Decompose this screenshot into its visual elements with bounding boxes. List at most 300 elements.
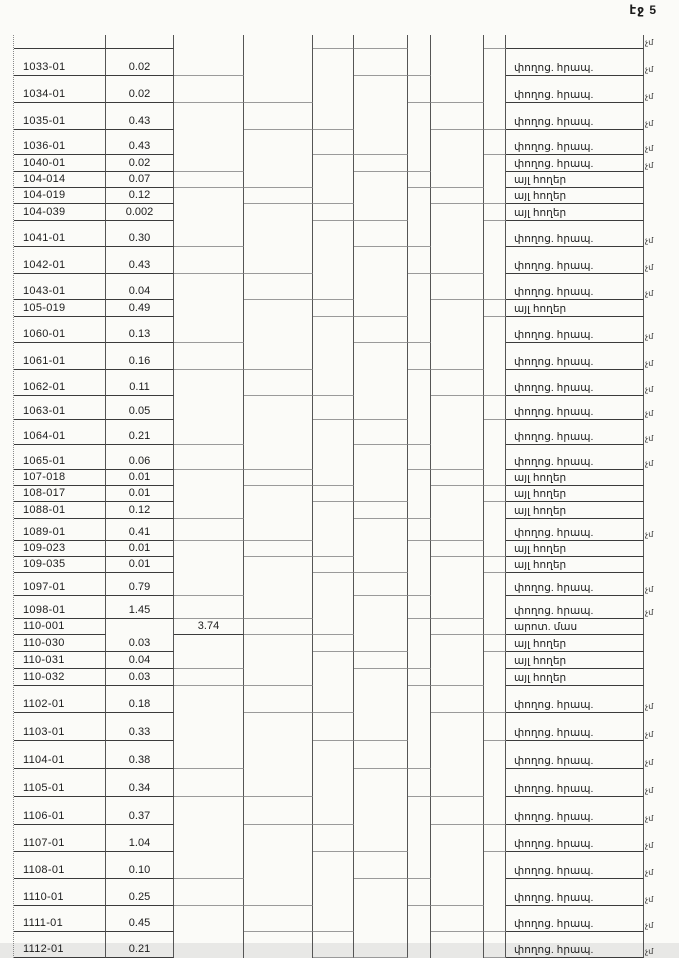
table-row (14, 741, 654, 769)
empty-cell (174, 519, 244, 541)
empty-cell (408, 172, 431, 188)
empty-cell (431, 797, 484, 825)
empty-cell (408, 470, 431, 486)
empty-cell (431, 155, 484, 172)
empty-cell (313, 932, 354, 958)
area-value-cell: 0.03 (106, 635, 174, 652)
empty-cell (313, 686, 354, 713)
empty-cell (354, 519, 408, 541)
empty-cell (313, 188, 354, 204)
empty-cell (174, 906, 244, 932)
empty-cell (431, 906, 484, 932)
empty-cell (484, 825, 506, 852)
empty-cell (484, 343, 506, 370)
empty-cell (354, 502, 408, 519)
empty-cell (313, 300, 354, 317)
empty-cell (313, 852, 354, 879)
empty-cell (174, 769, 244, 797)
empty-cell (408, 573, 431, 596)
empty-cell (174, 557, 244, 573)
table-row (14, 541, 644, 557)
measure-note: չմ (645, 385, 654, 394)
empty-cell (431, 686, 484, 713)
empty-cell (174, 370, 244, 396)
land-use-cell (506, 35, 644, 49)
empty-cell (431, 635, 484, 652)
empty-cell (244, 317, 313, 343)
empty-cell (313, 155, 354, 172)
empty-cell (431, 825, 484, 852)
empty-cell (313, 204, 354, 221)
empty-cell (174, 172, 244, 188)
measure-note: չմ (645, 702, 654, 711)
table-row (14, 188, 644, 204)
measure-note: չմ (645, 459, 654, 468)
empty-cell (313, 130, 354, 155)
land-use-cell: փողոց. հրապ. (506, 519, 644, 541)
parcel-id-cell: 1034-01 (14, 76, 106, 103)
land-use-cell: այլ հողեր (506, 502, 644, 519)
empty-cell (354, 906, 408, 932)
empty-cell (484, 713, 506, 741)
empty-cell (484, 669, 506, 686)
table-row (14, 852, 654, 879)
land-use-cell: փողոց. հրապ. (506, 274, 644, 300)
area-value-cell: 0.43 (106, 103, 174, 130)
empty-cell (313, 573, 354, 596)
empty-cell (174, 188, 244, 204)
land-use-cell: փողոց. հրապ. (506, 769, 644, 797)
area-value-cell: 0.002 (106, 204, 174, 221)
empty-cell (174, 396, 244, 420)
land-use-cell: փողոց. հրապ. (506, 906, 644, 932)
empty-cell (484, 519, 506, 541)
empty-cell (408, 343, 431, 370)
land-use-cell: փողոց. հրապ. (506, 317, 644, 343)
area-value-cell: 0.37 (106, 797, 174, 825)
empty-cell (354, 103, 408, 130)
empty-cell (484, 635, 506, 652)
empty-cell (313, 713, 354, 741)
empty-cell (174, 852, 244, 879)
land-use-cell: այլ հողեր (506, 486, 644, 502)
empty-cell (174, 932, 244, 958)
land-use-cell: փողոց. հրապ. (506, 370, 644, 396)
empty-cell (431, 619, 484, 635)
table-row (14, 103, 654, 130)
empty-cell (484, 76, 506, 103)
empty-cell (354, 35, 408, 49)
empty-cell (408, 274, 431, 300)
empty-cell (354, 370, 408, 396)
empty-cell (354, 686, 408, 713)
empty-cell (244, 130, 313, 155)
empty-cell (174, 300, 244, 317)
empty-cell (354, 713, 408, 741)
land-use-cell: արոտ. մաս (506, 619, 644, 635)
area-value-cell: 0.12 (106, 188, 174, 204)
empty-cell (431, 486, 484, 502)
area-value-cell: 0.02 (106, 155, 174, 172)
measure-note: չմ (645, 38, 654, 47)
area-value-cell: 0.01 (106, 486, 174, 502)
empty-cell (354, 396, 408, 420)
empty-cell (174, 686, 244, 713)
area-value-cell: 0.41 (106, 519, 174, 541)
table-row (14, 635, 644, 652)
measure-note: չմ (645, 161, 654, 170)
measure-note: չմ (645, 530, 654, 539)
parcel-id-cell: 104-014 (14, 172, 106, 188)
empty-cell (354, 221, 408, 247)
empty-cell (484, 130, 506, 155)
empty-cell (354, 204, 408, 221)
table-row (14, 155, 654, 172)
empty-cell (174, 420, 244, 445)
empty-cell (484, 188, 506, 204)
empty-cell (244, 741, 313, 769)
measure-note: չմ (645, 921, 654, 930)
parcel-id-cell: 1035-01 (14, 103, 106, 130)
area-value-cell: 0.02 (106, 76, 174, 103)
empty-cell (354, 130, 408, 155)
empty-cell (484, 852, 506, 879)
parcel-id-cell: 1098-01 (14, 596, 106, 619)
empty-cell (354, 541, 408, 557)
table-row (14, 420, 654, 445)
empty-cell (313, 103, 354, 130)
area-value-cell: 0.11 (106, 370, 174, 396)
empty-cell (174, 797, 244, 825)
empty-cell (244, 396, 313, 420)
empty-cell (408, 635, 431, 652)
area-value-cell: 0.01 (106, 557, 174, 573)
empty-cell (484, 35, 506, 49)
empty-cell (408, 825, 431, 852)
area-value-cell: 3.74 (174, 619, 244, 635)
empty-cell (408, 686, 431, 713)
land-use-cell: այլ հողեր (506, 652, 644, 669)
measure-note: չմ (645, 92, 654, 101)
empty-cell (244, 573, 313, 596)
parcel-id-cell: 1104-01 (14, 741, 106, 769)
empty-cell (313, 519, 354, 541)
empty-cell (244, 557, 313, 573)
empty-cell (174, 879, 244, 906)
empty-cell (313, 906, 354, 932)
empty-cell (244, 797, 313, 825)
empty-cell (313, 669, 354, 686)
empty-cell (174, 486, 244, 502)
empty-cell (244, 188, 313, 204)
land-use-cell: փողոց. հրապ. (506, 103, 644, 130)
empty-cell (484, 596, 506, 619)
table-row (14, 769, 654, 797)
empty-cell (431, 713, 484, 741)
empty-cell (244, 49, 313, 76)
land-use-cell: փողոց. հրապ. (506, 713, 644, 741)
parcel-id-cell (14, 35, 106, 49)
land-use-cell: փողոց. հրապ. (506, 797, 644, 825)
empty-cell (313, 396, 354, 420)
empty-cell (174, 596, 244, 619)
table-row (14, 247, 654, 274)
table-row (14, 596, 654, 619)
empty-cell (244, 879, 313, 906)
land-table (13, 35, 654, 958)
area-value-cell: 0.04 (106, 274, 174, 300)
table-row (14, 370, 654, 396)
measure-note: չմ (645, 263, 654, 272)
parcel-id-cell: 1060-01 (14, 317, 106, 343)
parcel-id-cell: 1040-01 (14, 155, 106, 172)
empty-cell (431, 49, 484, 76)
empty-cell (408, 420, 431, 445)
empty-cell (174, 502, 244, 519)
empty-cell (244, 932, 313, 958)
empty-cell (431, 130, 484, 155)
empty-cell (354, 557, 408, 573)
empty-cell (313, 470, 354, 486)
empty-cell (244, 103, 313, 130)
parcel-id-cell: 1062-01 (14, 370, 106, 396)
land-use-cell: փողոց. հրապ. (506, 596, 644, 619)
empty-cell (484, 274, 506, 300)
empty-cell (313, 541, 354, 557)
empty-cell (174, 343, 244, 370)
parcel-id-cell: 1108-01 (14, 852, 106, 879)
empty-cell (174, 130, 244, 155)
empty-cell (431, 274, 484, 300)
empty-cell (408, 619, 431, 635)
parcel-id-cell: 109-035 (14, 557, 106, 573)
empty-cell (408, 396, 431, 420)
measure-note: չմ (645, 730, 654, 739)
empty-cell (244, 204, 313, 221)
empty-cell (431, 502, 484, 519)
area-value-cell: 1.45 (106, 596, 174, 619)
empty-cell (244, 486, 313, 502)
area-value-cell: 0.10 (106, 852, 174, 879)
empty-cell (244, 635, 313, 652)
empty-cell (408, 317, 431, 343)
table-row (14, 652, 644, 669)
empty-cell (408, 652, 431, 669)
parcel-id-cell: 1103-01 (14, 713, 106, 741)
empty-cell (106, 619, 174, 635)
empty-cell (313, 557, 354, 573)
empty-cell (244, 155, 313, 172)
empty-cell (313, 652, 354, 669)
land-use-cell: այլ հողեր (506, 300, 644, 317)
land-use-cell: փողոց. հրապ. (506, 879, 644, 906)
parcel-id-cell: 1110-01 (14, 879, 106, 906)
empty-cell (484, 652, 506, 669)
land-use-cell: փողոց. հրապ. (506, 343, 644, 370)
empty-cell (354, 769, 408, 797)
parcel-id-cell: 110-030 (14, 635, 106, 652)
empty-cell (431, 76, 484, 103)
empty-cell (354, 172, 408, 188)
land-use-cell: փողոց. հրապ. (506, 741, 644, 769)
empty-cell (408, 713, 431, 741)
empty-cell (408, 370, 431, 396)
empty-cell (244, 686, 313, 713)
table-row (14, 932, 654, 958)
measure-note: չմ (645, 144, 654, 153)
empty-cell (484, 445, 506, 470)
empty-cell (174, 155, 244, 172)
empty-cell (244, 445, 313, 470)
empty-cell (313, 247, 354, 274)
empty-cell (408, 486, 431, 502)
land-use-cell: այլ հողեր (506, 541, 644, 557)
empty-cell (313, 445, 354, 470)
area-value-cell: 0.43 (106, 130, 174, 155)
empty-cell (174, 274, 244, 300)
area-value-cell: 0.21 (106, 420, 174, 445)
measure-note: չմ (645, 895, 654, 904)
empty-cell (408, 852, 431, 879)
table-row (14, 49, 654, 76)
measure-note: չմ (645, 65, 654, 74)
empty-cell (244, 35, 313, 49)
table-row (14, 669, 644, 686)
empty-cell (244, 343, 313, 370)
empty-cell (408, 76, 431, 103)
land-use-cell: փողոց. հրապ. (506, 130, 644, 155)
parcel-id-cell: 1107-01 (14, 825, 106, 852)
table-row (14, 300, 644, 317)
land-use-cell: փողոց. հրապ. (506, 420, 644, 445)
table-row (14, 502, 644, 519)
empty-cell (174, 76, 244, 103)
empty-cell (313, 343, 354, 370)
empty-cell (313, 317, 354, 343)
empty-cell (431, 669, 484, 686)
empty-cell (354, 49, 408, 76)
land-use-cell: փողոց. հրապ. (506, 155, 644, 172)
land-use-cell: փողոց. հրապ. (506, 76, 644, 103)
parcel-id-cell: 1065-01 (14, 445, 106, 470)
measure-note: չմ (645, 868, 654, 877)
empty-cell (313, 619, 354, 635)
empty-cell (244, 713, 313, 741)
empty-cell (354, 879, 408, 906)
page-number: էջ 5 (629, 3, 657, 17)
empty-cell (484, 741, 506, 769)
empty-cell (354, 300, 408, 317)
empty-cell (408, 741, 431, 769)
empty-cell (174, 669, 244, 686)
empty-cell (431, 317, 484, 343)
empty-cell (313, 769, 354, 797)
empty-cell (174, 635, 244, 652)
parcel-id-cell: 109-023 (14, 541, 106, 557)
parcel-id-cell: 1112-01 (14, 932, 106, 958)
empty-cell (313, 797, 354, 825)
empty-cell (174, 317, 244, 343)
land-use-cell: փողոց. հրապ. (506, 932, 644, 958)
empty-cell (354, 343, 408, 370)
empty-cell (431, 879, 484, 906)
empty-cell (408, 300, 431, 317)
empty-cell (431, 221, 484, 247)
empty-cell (244, 852, 313, 879)
measure-note: չմ (645, 359, 654, 368)
empty-cell (354, 420, 408, 445)
area-value-cell: 0.06 (106, 445, 174, 470)
measure-note: չմ (645, 289, 654, 298)
land-use-cell: այլ հողեր (506, 557, 644, 573)
empty-cell (431, 420, 484, 445)
land-use-cell: փողոց. հրապ. (506, 825, 644, 852)
area-value-cell: 0.79 (106, 573, 174, 596)
empty-cell (244, 300, 313, 317)
empty-cell (244, 669, 313, 686)
empty-cell (313, 76, 354, 103)
land-use-cell: այլ հողեր (506, 669, 644, 686)
measure-note: չմ (645, 119, 654, 128)
parcel-id-cell: 1043-01 (14, 274, 106, 300)
empty-cell (313, 370, 354, 396)
empty-cell (174, 573, 244, 596)
empty-cell (408, 188, 431, 204)
empty-cell (484, 247, 506, 274)
empty-cell (244, 247, 313, 274)
area-value-cell: 0.01 (106, 541, 174, 557)
empty-cell (354, 470, 408, 486)
empty-cell (431, 172, 484, 188)
area-value-cell: 0.30 (106, 221, 174, 247)
empty-cell (354, 486, 408, 502)
table-row (14, 519, 654, 541)
empty-cell (244, 502, 313, 519)
parcel-id-cell: 105-019 (14, 300, 106, 317)
empty-cell (408, 879, 431, 906)
empty-cell (431, 932, 484, 958)
land-use-cell: փողոց. հրապ. (506, 396, 644, 420)
empty-cell (431, 396, 484, 420)
empty-cell (408, 35, 431, 49)
empty-cell (313, 35, 354, 49)
parcel-id-cell: 1111-01 (14, 906, 106, 932)
empty-cell (408, 247, 431, 274)
empty-cell (174, 49, 244, 76)
area-value-cell: 0.13 (106, 317, 174, 343)
area-value-cell: 0.12 (106, 502, 174, 519)
parcel-id-cell: 1036-01 (14, 130, 106, 155)
parcel-id-cell: 1102-01 (14, 686, 106, 713)
empty-cell (354, 188, 408, 204)
measure-note: չմ (645, 585, 654, 594)
empty-cell (354, 596, 408, 619)
parcel-id-cell: 1097-01 (14, 573, 106, 596)
land-use-cell: փողոց. հրապ. (506, 852, 644, 879)
table-row (14, 879, 654, 906)
empty-cell (408, 103, 431, 130)
empty-cell (313, 49, 354, 76)
empty-cell (244, 652, 313, 669)
empty-cell (484, 619, 506, 635)
empty-cell (484, 769, 506, 797)
empty-cell (408, 769, 431, 797)
parcel-id-cell: 110-031 (14, 652, 106, 669)
empty-cell (431, 573, 484, 596)
table-row (14, 557, 644, 573)
empty-cell (484, 879, 506, 906)
empty-cell (484, 686, 506, 713)
